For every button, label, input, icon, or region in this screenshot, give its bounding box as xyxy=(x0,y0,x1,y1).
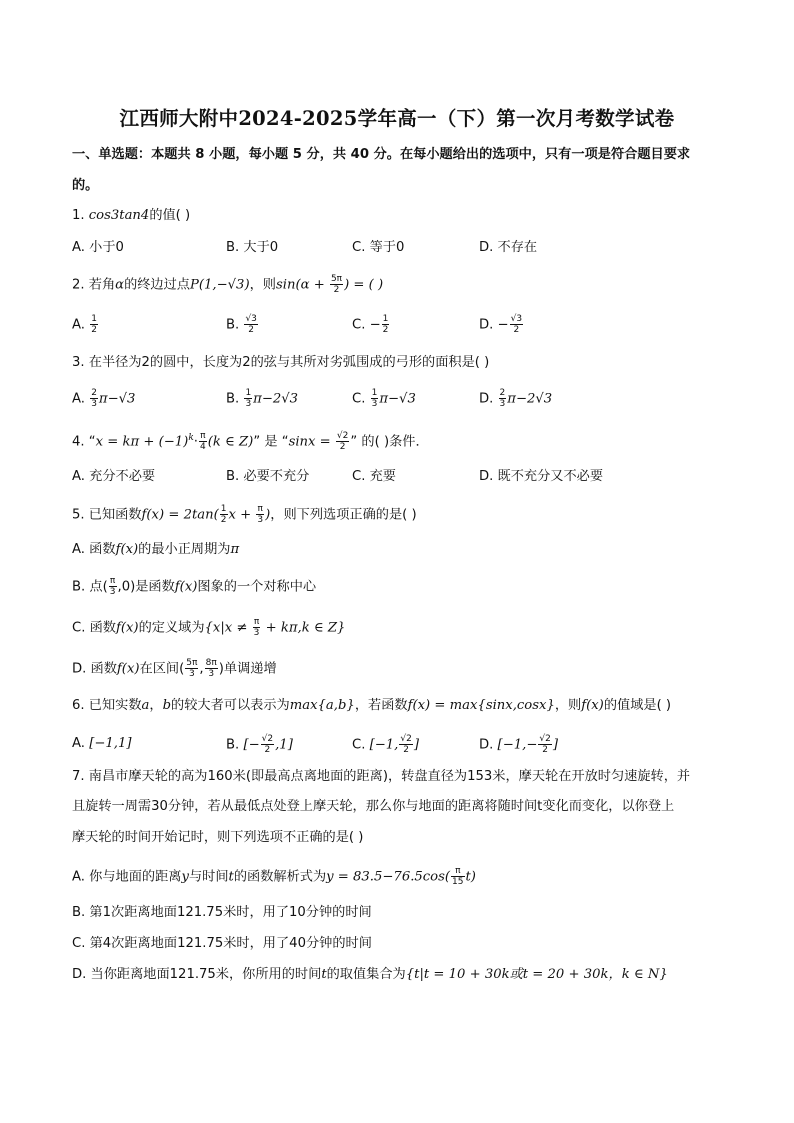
q7-d-t: t xyxy=(321,967,327,982)
q5-c-frac xyxy=(253,617,261,638)
q5-c-set-pre: {x|x ≠ xyxy=(204,620,252,636)
q2-a-den: 2 xyxy=(91,325,97,335)
q3-a-num: 2 xyxy=(91,388,97,398)
q7-option-a xyxy=(72,866,476,888)
q5-b-num: π xyxy=(109,576,116,586)
q5-a-post: 的最小正周期为 xyxy=(138,542,231,557)
q4-option-d: D. 既不充分又不必要 xyxy=(479,469,604,484)
question-2-stem xyxy=(72,274,383,296)
q4-expr1: x = kπ + (−1) xyxy=(95,434,189,450)
q6-b-den: 2 xyxy=(264,745,271,755)
q7-option-b: B. 第1次距离地面121.75米时，用了10分钟的时间 xyxy=(72,905,372,920)
q3-b-label: B. xyxy=(226,391,244,407)
q5-frac1-den: 2 xyxy=(220,515,227,525)
q4-frac2-den: 2 xyxy=(339,441,346,452)
q5-b-zero: ,0) xyxy=(117,579,136,595)
question-4-options xyxy=(72,467,732,489)
q6-b-frac xyxy=(261,734,274,755)
q1-suffix: 的值( ) xyxy=(149,208,191,223)
q5-d-d1: 3 xyxy=(188,669,195,679)
q5-a-f: f(x) xyxy=(115,542,139,557)
q2-a-num: 1 xyxy=(91,314,97,324)
question-7-stem-line2: 且旋转一周需30分钟，若从最低点处登上摩天轮，那么你与地面的距离将随时间t变化而变化，以你登上 xyxy=(72,799,675,814)
question-2-options xyxy=(72,314,732,336)
q2-fraction xyxy=(330,274,343,295)
q6-option-d xyxy=(479,734,558,756)
q1-option-b: B. 大于0 xyxy=(226,240,279,255)
q4-expr2: sinx = xyxy=(288,434,335,450)
q2-alpha: α xyxy=(115,277,125,293)
q5-d-sep: , xyxy=(199,661,204,677)
q6-c-num: √2 xyxy=(400,734,412,744)
q5-b-mid: 是函数 xyxy=(135,579,175,595)
q3-d-rest: π−2√3 xyxy=(507,391,553,407)
question-6-stem xyxy=(72,696,671,716)
q3-d-num: 2 xyxy=(499,388,506,398)
q3-c-num: 1 xyxy=(371,388,378,398)
q5-frac1-num: 1 xyxy=(220,504,227,514)
q3-option-a xyxy=(72,388,135,410)
q5-c-set-post: + kπ,k ∈ Z} xyxy=(261,620,346,636)
q2-frac-num: 5π xyxy=(330,274,343,284)
q6-comma: ， xyxy=(149,698,163,713)
q2-point: P(1,−√3) xyxy=(190,277,250,293)
q6-c-label: C. xyxy=(352,737,370,753)
q7-a-t: t xyxy=(228,869,234,885)
q6-fx: f(x) = max{sinx,cosx} xyxy=(407,698,555,713)
q1-option-c: C. 等于0 xyxy=(352,240,405,255)
q5-option-a xyxy=(72,540,239,560)
q5-d-mid: 在区间( xyxy=(139,661,185,677)
q2-mid: 的终边过点 xyxy=(124,277,190,293)
q6-d-label: D. xyxy=(479,737,498,753)
q3-d-den: 3 xyxy=(499,399,506,409)
q2-d-den: 2 xyxy=(513,325,520,335)
q5-frac2 xyxy=(256,504,264,525)
q3-b-frac xyxy=(244,388,252,409)
q3-c-frac xyxy=(371,388,379,409)
q2-expr-pre: sin(α + xyxy=(275,277,329,293)
q4-expr1-post: (k ∈ Z) xyxy=(207,434,254,450)
q4-frac2 xyxy=(336,431,349,452)
q6-f: f(x) xyxy=(581,698,604,713)
q5-d-frac2 xyxy=(205,658,218,679)
q5-c-f: f(x) xyxy=(115,620,139,636)
q2-c-den: 2 xyxy=(382,325,389,335)
q5-a-pi: π xyxy=(230,542,240,557)
q2-d-num: √3 xyxy=(510,314,523,324)
q5-c-num: π xyxy=(253,617,260,627)
q5-d-pre: D. 函数 xyxy=(72,661,117,677)
q6-mid2: ，若函数 xyxy=(354,698,408,713)
q6-c-frac xyxy=(399,734,412,755)
q4-pre: 4. “ xyxy=(72,434,96,450)
q5-close: ) xyxy=(265,507,271,523)
question-6-options xyxy=(72,734,732,756)
q6-option-b xyxy=(226,734,293,756)
q6-b-post: ,1] xyxy=(275,737,293,753)
q7-d-set: {t|t = 10 + 30k或t = 20 + 30k，k ∈ N} xyxy=(405,967,668,982)
q5-mid: x + xyxy=(228,507,256,523)
question-5-stem xyxy=(72,504,417,526)
q6-c-den: 2 xyxy=(403,745,409,755)
q6-d-num: √2 xyxy=(539,734,551,744)
q6-a: a xyxy=(141,698,150,713)
q6-post: 的值域是( ) xyxy=(603,698,672,713)
q4-option-b: B. 必要不充分 xyxy=(226,469,310,484)
q7-a-frac xyxy=(451,866,464,887)
q6-d-pre: [−1,− xyxy=(497,737,538,753)
q4-frac1 xyxy=(199,431,207,452)
question-1-options xyxy=(72,238,732,260)
question-4-stem xyxy=(72,428,429,452)
q3-a-frac xyxy=(90,388,98,409)
q4-option-a: A. 充分不必要 xyxy=(72,469,156,484)
q2-b-frac xyxy=(244,314,257,335)
q2-frac-den: 2 xyxy=(333,285,340,295)
q2-b-num: √3 xyxy=(245,314,257,324)
question-7-stem-line1: 7. 南昌市摩天轮的高为160米(即最高点离地面的距离)，转盘直径为153米，摩天轮在开放时匀速旋转，并 xyxy=(72,769,691,784)
q4-option-c: C. 充要 xyxy=(352,469,396,484)
q2-b-den: 2 xyxy=(248,325,255,335)
q6-option-c xyxy=(352,734,419,756)
q4-post: ” 的( )条件． xyxy=(350,434,429,450)
q2-d-label: D. − xyxy=(479,317,509,333)
q2-c-label: C. − xyxy=(352,317,381,333)
q3-a-den: 3 xyxy=(91,399,97,409)
q2-c-num: 1 xyxy=(382,314,389,324)
q5-frac1 xyxy=(220,504,228,525)
q2-a-label: A. xyxy=(72,317,90,333)
q6-a-label: A. xyxy=(72,736,90,751)
q5-d-post: )单调递增 xyxy=(218,661,277,677)
q5-fx: f(x) = 2tan( xyxy=(141,507,219,523)
q6-max: max{a,b} xyxy=(289,698,355,713)
q3-c-label: C. xyxy=(352,391,370,407)
q2-option-b xyxy=(226,314,259,336)
q1-number: 1. xyxy=(72,208,89,223)
q6-c-pre: [−1, xyxy=(369,737,399,753)
q5-d-frac1 xyxy=(185,658,198,679)
q7-a-mid: 与时间 xyxy=(188,869,229,885)
q6-d-den: 2 xyxy=(542,745,548,755)
q4-mid: ” 是 “ xyxy=(253,434,289,450)
q5-d-d2: 3 xyxy=(208,669,215,679)
q7-a-num: π xyxy=(451,866,464,877)
q3-c-rest: π−√3 xyxy=(379,391,416,407)
section-heading-line1: 一、单选题：本题共 8 小题，每小题 5 分，共 40 分。在每小题给出的选项中，只有一项是符合题目要求 xyxy=(72,147,691,162)
q2-option-d xyxy=(479,314,524,336)
q7-a-post: t) xyxy=(465,869,476,885)
q3-option-c xyxy=(352,388,416,410)
q7-a-y: y xyxy=(181,869,189,885)
q6-b: b xyxy=(162,698,172,713)
q5-b-post: 图象的一个对称中心 xyxy=(197,579,317,595)
q3-b-rest: π−2√3 xyxy=(253,391,299,407)
q7-a-mid2: 的函数解析式为 xyxy=(233,869,327,885)
question-3-options xyxy=(72,388,732,410)
q6-b-label: B. xyxy=(226,737,244,753)
section-heading-line2: 的。 xyxy=(72,178,99,193)
q5-option-b xyxy=(72,576,316,598)
q3-b-num: 1 xyxy=(245,388,252,398)
q5-option-c xyxy=(72,617,345,639)
q5-b-f: f(x) xyxy=(174,579,198,595)
q6-mid: 的较大者可以表示为 xyxy=(171,698,290,713)
q5-option-d xyxy=(72,658,277,680)
question-1-stem xyxy=(72,206,190,226)
q6-a-text: [−1,1] xyxy=(89,736,132,751)
question-7-stem-line3: 摩天轮的时间开始记时，则下列选项不正确的是( ) xyxy=(72,830,364,845)
q2-b-label: B. xyxy=(226,317,244,333)
q7-a-pre: A. 你与地面的距离 xyxy=(72,869,182,885)
q2-a-frac xyxy=(90,314,98,335)
q3-a-rest: π−√3 xyxy=(98,391,136,407)
q7-d-pre: D. 当你距离地面121.75米，你所用的时间 xyxy=(72,967,322,982)
q4-frac1-num: π xyxy=(200,430,206,441)
q4-sup: k xyxy=(188,433,194,443)
q7-option-d xyxy=(72,965,668,985)
q4-frac2-num: √2 xyxy=(336,430,349,441)
q5-b-frac xyxy=(109,576,117,597)
exam-title: 江西师大附中2024-2025学年高一（下）第一次月考数学试卷 xyxy=(119,107,675,130)
q1-expression: cos3tan4 xyxy=(88,208,150,223)
q1-option-a: A. 小于0 xyxy=(72,240,124,255)
q2-option-c xyxy=(352,314,390,336)
q3-option-d xyxy=(479,388,552,410)
q7-a-den: 15 xyxy=(452,877,464,887)
q6-c-post: ] xyxy=(413,737,419,753)
q5-b-den: 3 xyxy=(109,587,116,597)
q3-b-den: 3 xyxy=(245,399,252,409)
q3-a-label: A. xyxy=(72,391,90,407)
q5-post: ，则下列选项正确的是( ) xyxy=(270,507,417,523)
q5-d-f: f(x) xyxy=(116,661,140,677)
q2-option-a xyxy=(72,314,99,336)
q6-option-a xyxy=(72,734,132,754)
q5-pre: 5. 已知函数 xyxy=(72,507,142,523)
q3-d-label: D. xyxy=(479,391,498,407)
q5-c-pre: C. 函数 xyxy=(72,620,116,636)
q2-then: ，则 xyxy=(249,277,276,293)
q1-option-d: D. 不存在 xyxy=(479,240,538,255)
q2-c-frac xyxy=(382,314,390,335)
q2-expr-post: ) = ( ) xyxy=(344,277,384,293)
q3-c-den: 3 xyxy=(371,399,378,409)
q3-d-frac xyxy=(499,388,507,409)
q5-d-n2: 8π xyxy=(205,658,217,668)
q6-mid3: ，则 xyxy=(554,698,582,713)
q6-pre: 6. 已知实数 xyxy=(72,698,142,713)
q2-prefix: 2. 若角 xyxy=(72,277,116,293)
q4-dot: · xyxy=(193,434,198,450)
question-3-stem: 3. 在半径为2的圆中，长度为2的弦与其所对劣弧围成的弓形的面积是( ) xyxy=(72,355,490,370)
q6-d-post: ] xyxy=(552,737,558,753)
q6-b-pre: [− xyxy=(243,737,260,753)
q3-option-b xyxy=(226,388,298,410)
q5-d-n1: 5π xyxy=(186,658,198,668)
q5-frac2-den: 3 xyxy=(257,515,264,525)
q7-option-c: C. 第4次距离地面121.75米时，用了40分钟的时间 xyxy=(72,936,372,951)
q7-d-mid: 的取值集合为 xyxy=(326,967,406,982)
q7-a-expr: y = 83.5−76.5cos( xyxy=(326,869,451,885)
q5-a-pre: A. 函数 xyxy=(72,542,116,557)
q2-d-frac xyxy=(510,314,523,335)
q5-c-den: 3 xyxy=(253,628,260,638)
q4-frac1-den: 4 xyxy=(199,441,206,452)
q5-c-mid: 的定义域为 xyxy=(138,620,205,636)
q5-b-pre: B. 点( xyxy=(72,579,108,595)
q6-b-num: √2 xyxy=(261,734,274,744)
q5-frac2-num: π xyxy=(257,504,263,514)
q6-d-frac xyxy=(538,734,551,755)
